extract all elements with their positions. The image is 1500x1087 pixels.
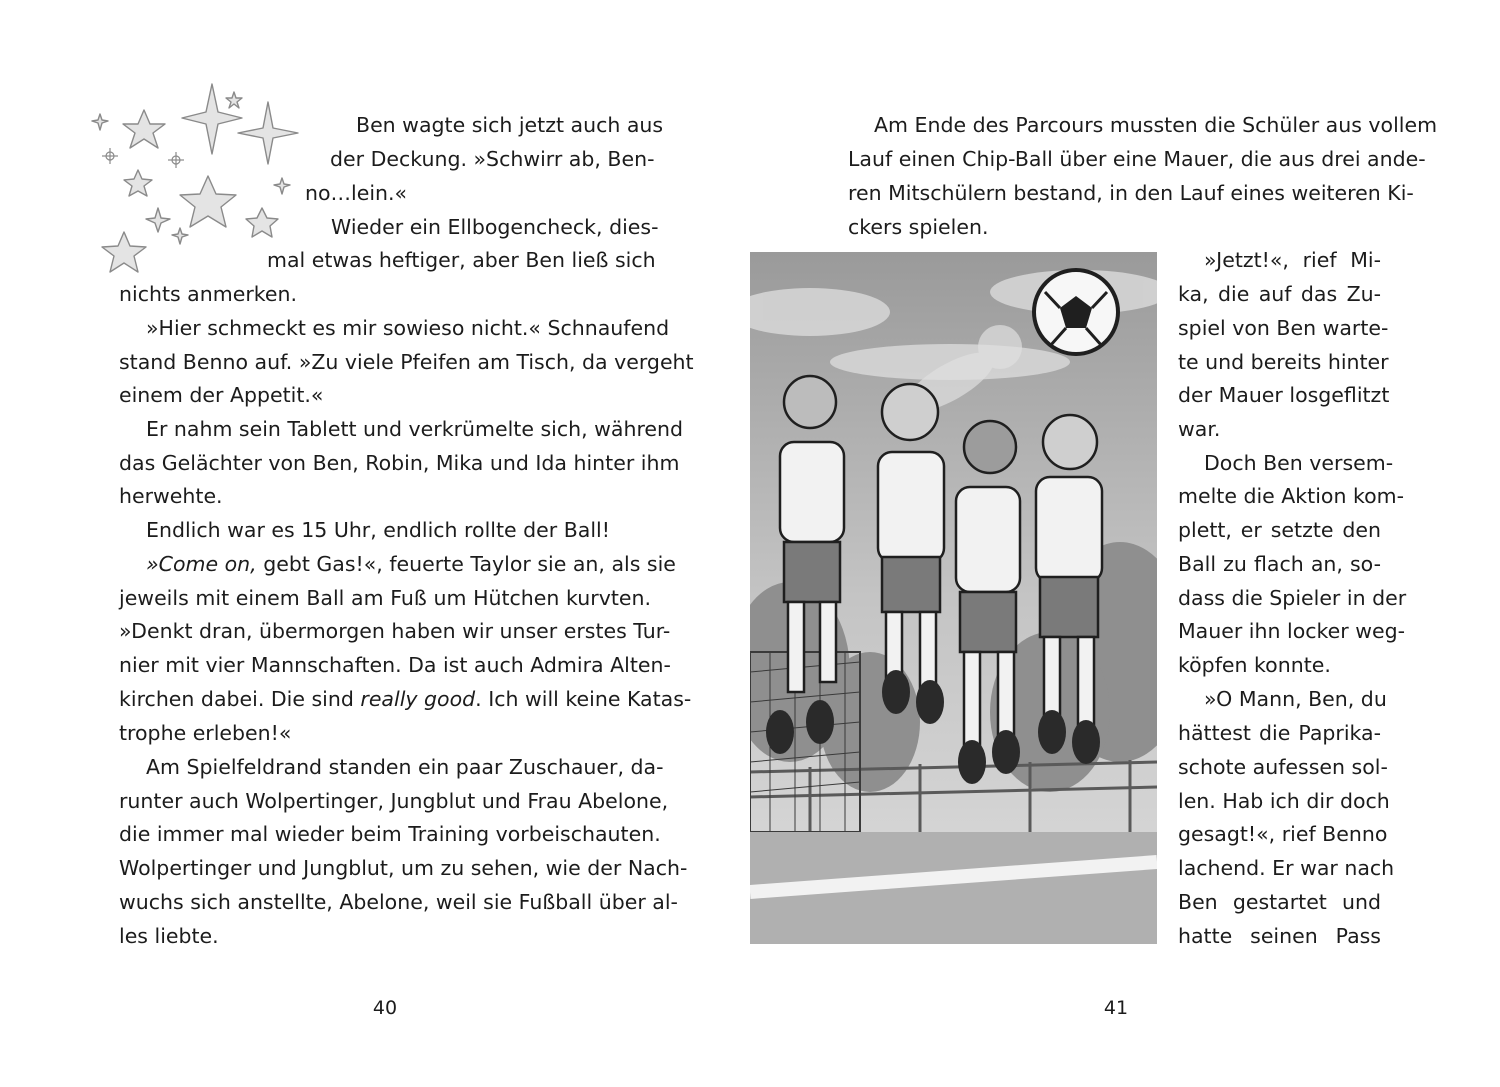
right-page	[750, 0, 1500, 1087]
text-line: Er nahm sein Tablett und verkrümelte sich, während	[146, 417, 684, 441]
text-line: nier mit vier Mannschaften. Da ist auch Admira Alten-	[119, 653, 671, 677]
text-line: herwehte.	[119, 484, 223, 508]
text-line: gesagt!«, rief Benno	[1178, 822, 1388, 846]
page-number: 41	[1103, 997, 1129, 1019]
text-line: jeweils mit einem Ball am Fuß um Hütchen kurvten.	[119, 586, 651, 610]
text-line: lachend. Er war nach	[1178, 856, 1395, 880]
text-line: Ben wagte sich jetzt auch aus	[356, 113, 664, 137]
text-line: Lauf einen Chip-Ball über eine Mauer, die aus drei ande-	[848, 147, 1426, 171]
italic-phrase: really good	[360, 687, 476, 711]
text-line	[146, 547, 676, 581]
text-line: les liebte.	[119, 924, 219, 948]
text-line: Wolpertinger und Jungblut, um zu sehen, wie der Nach-	[119, 856, 688, 880]
text-line: no…lein.«	[305, 181, 408, 205]
text-line: hättest die Paprika-	[1178, 721, 1381, 745]
text-line: len. Hab ich dir doch	[1178, 789, 1390, 813]
text-line: das Gelächter von Ben, Robin, Mika und Ida hinter ihm	[119, 451, 680, 475]
text-line: dass die Spieler in der	[1178, 586, 1407, 610]
text-line: trophe erleben!«	[119, 721, 292, 745]
italic-phrase: »Come on,	[146, 552, 257, 576]
text-line: der Deckung. »Schwirr ab, Ben-	[330, 147, 655, 171]
text-line: ka, die auf das Zu-	[1178, 282, 1381, 306]
line-start: kirchen dabei. Die sind	[119, 687, 354, 711]
text-line: stand Benno auf. »Zu viele Pfeifen am Tisch, da vergeht	[119, 350, 694, 374]
text-line: ckers spielen.	[848, 215, 989, 239]
text-line: spiel von Ben warte-	[1178, 316, 1389, 340]
text-line: »Denkt dran, übermorgen haben wir unser erstes Tur-	[119, 619, 671, 643]
text-line	[119, 682, 692, 716]
text-line: Mauer ihn locker weg-	[1178, 619, 1405, 643]
text-line: der Mauer losgeflitzt	[1178, 383, 1390, 407]
text-line: nichts anmerken.	[119, 282, 298, 306]
text-line: te und bereits hinter	[1178, 350, 1389, 374]
soccer-illustration	[750, 252, 1157, 944]
text-line: Ben gestartet und	[1178, 890, 1381, 914]
line-rest: . Ich will keine Katas-	[475, 687, 692, 711]
text-line: schote aufessen sol-	[1178, 755, 1388, 779]
text-line: »O Mann, Ben, du	[1204, 687, 1387, 711]
text-line: wuchs sich anstellte, Abelone, weil sie Fußball über al-	[119, 890, 678, 914]
text-line: Ball zu flach an, so-	[1178, 552, 1381, 576]
text-line: war.	[1178, 417, 1221, 441]
text-line: köpfen konnte.	[1178, 653, 1331, 677]
text-line: »Hier schmeckt es mir sowieso nicht.« Schnaufend	[146, 316, 670, 340]
text-line: runter auch Wolpertinger, Jungblut und Frau Abelone,	[119, 789, 669, 813]
page-number: 40	[372, 997, 398, 1019]
text-line: die immer mal wieder beim Training vorbeischauten.	[119, 822, 661, 846]
text-line: Endlich war es 15 Uhr, endlich rollte der Ball!	[146, 518, 610, 542]
line-rest: gebt Gas!«, feuerte Taylor sie an, als sie	[263, 552, 676, 576]
text-line: plett, er setzte den	[1178, 518, 1381, 542]
text-line: Am Spielfeldrand standen ein paar Zuschauer, da-	[146, 755, 664, 779]
text-line: Wieder ein Ellbogencheck, dies-	[331, 215, 659, 239]
text-line: Am Ende des Parcours mussten die Schüler aus vollem	[874, 113, 1438, 137]
text-line: einem der Appetit.«	[119, 383, 324, 407]
text-line: ren Mitschülern bestand, in den Lauf eines weiteren Ki-	[848, 181, 1414, 205]
text-line: »Jetzt!«, rief Mi-	[1204, 248, 1381, 272]
text-line: melte die Aktion kom-	[1178, 484, 1405, 508]
text-line: hatte seinen Pass	[1178, 924, 1381, 948]
text-line: Doch Ben versem-	[1204, 451, 1394, 475]
text-line: mal etwas heftiger, aber Ben ließ sich	[267, 248, 656, 272]
